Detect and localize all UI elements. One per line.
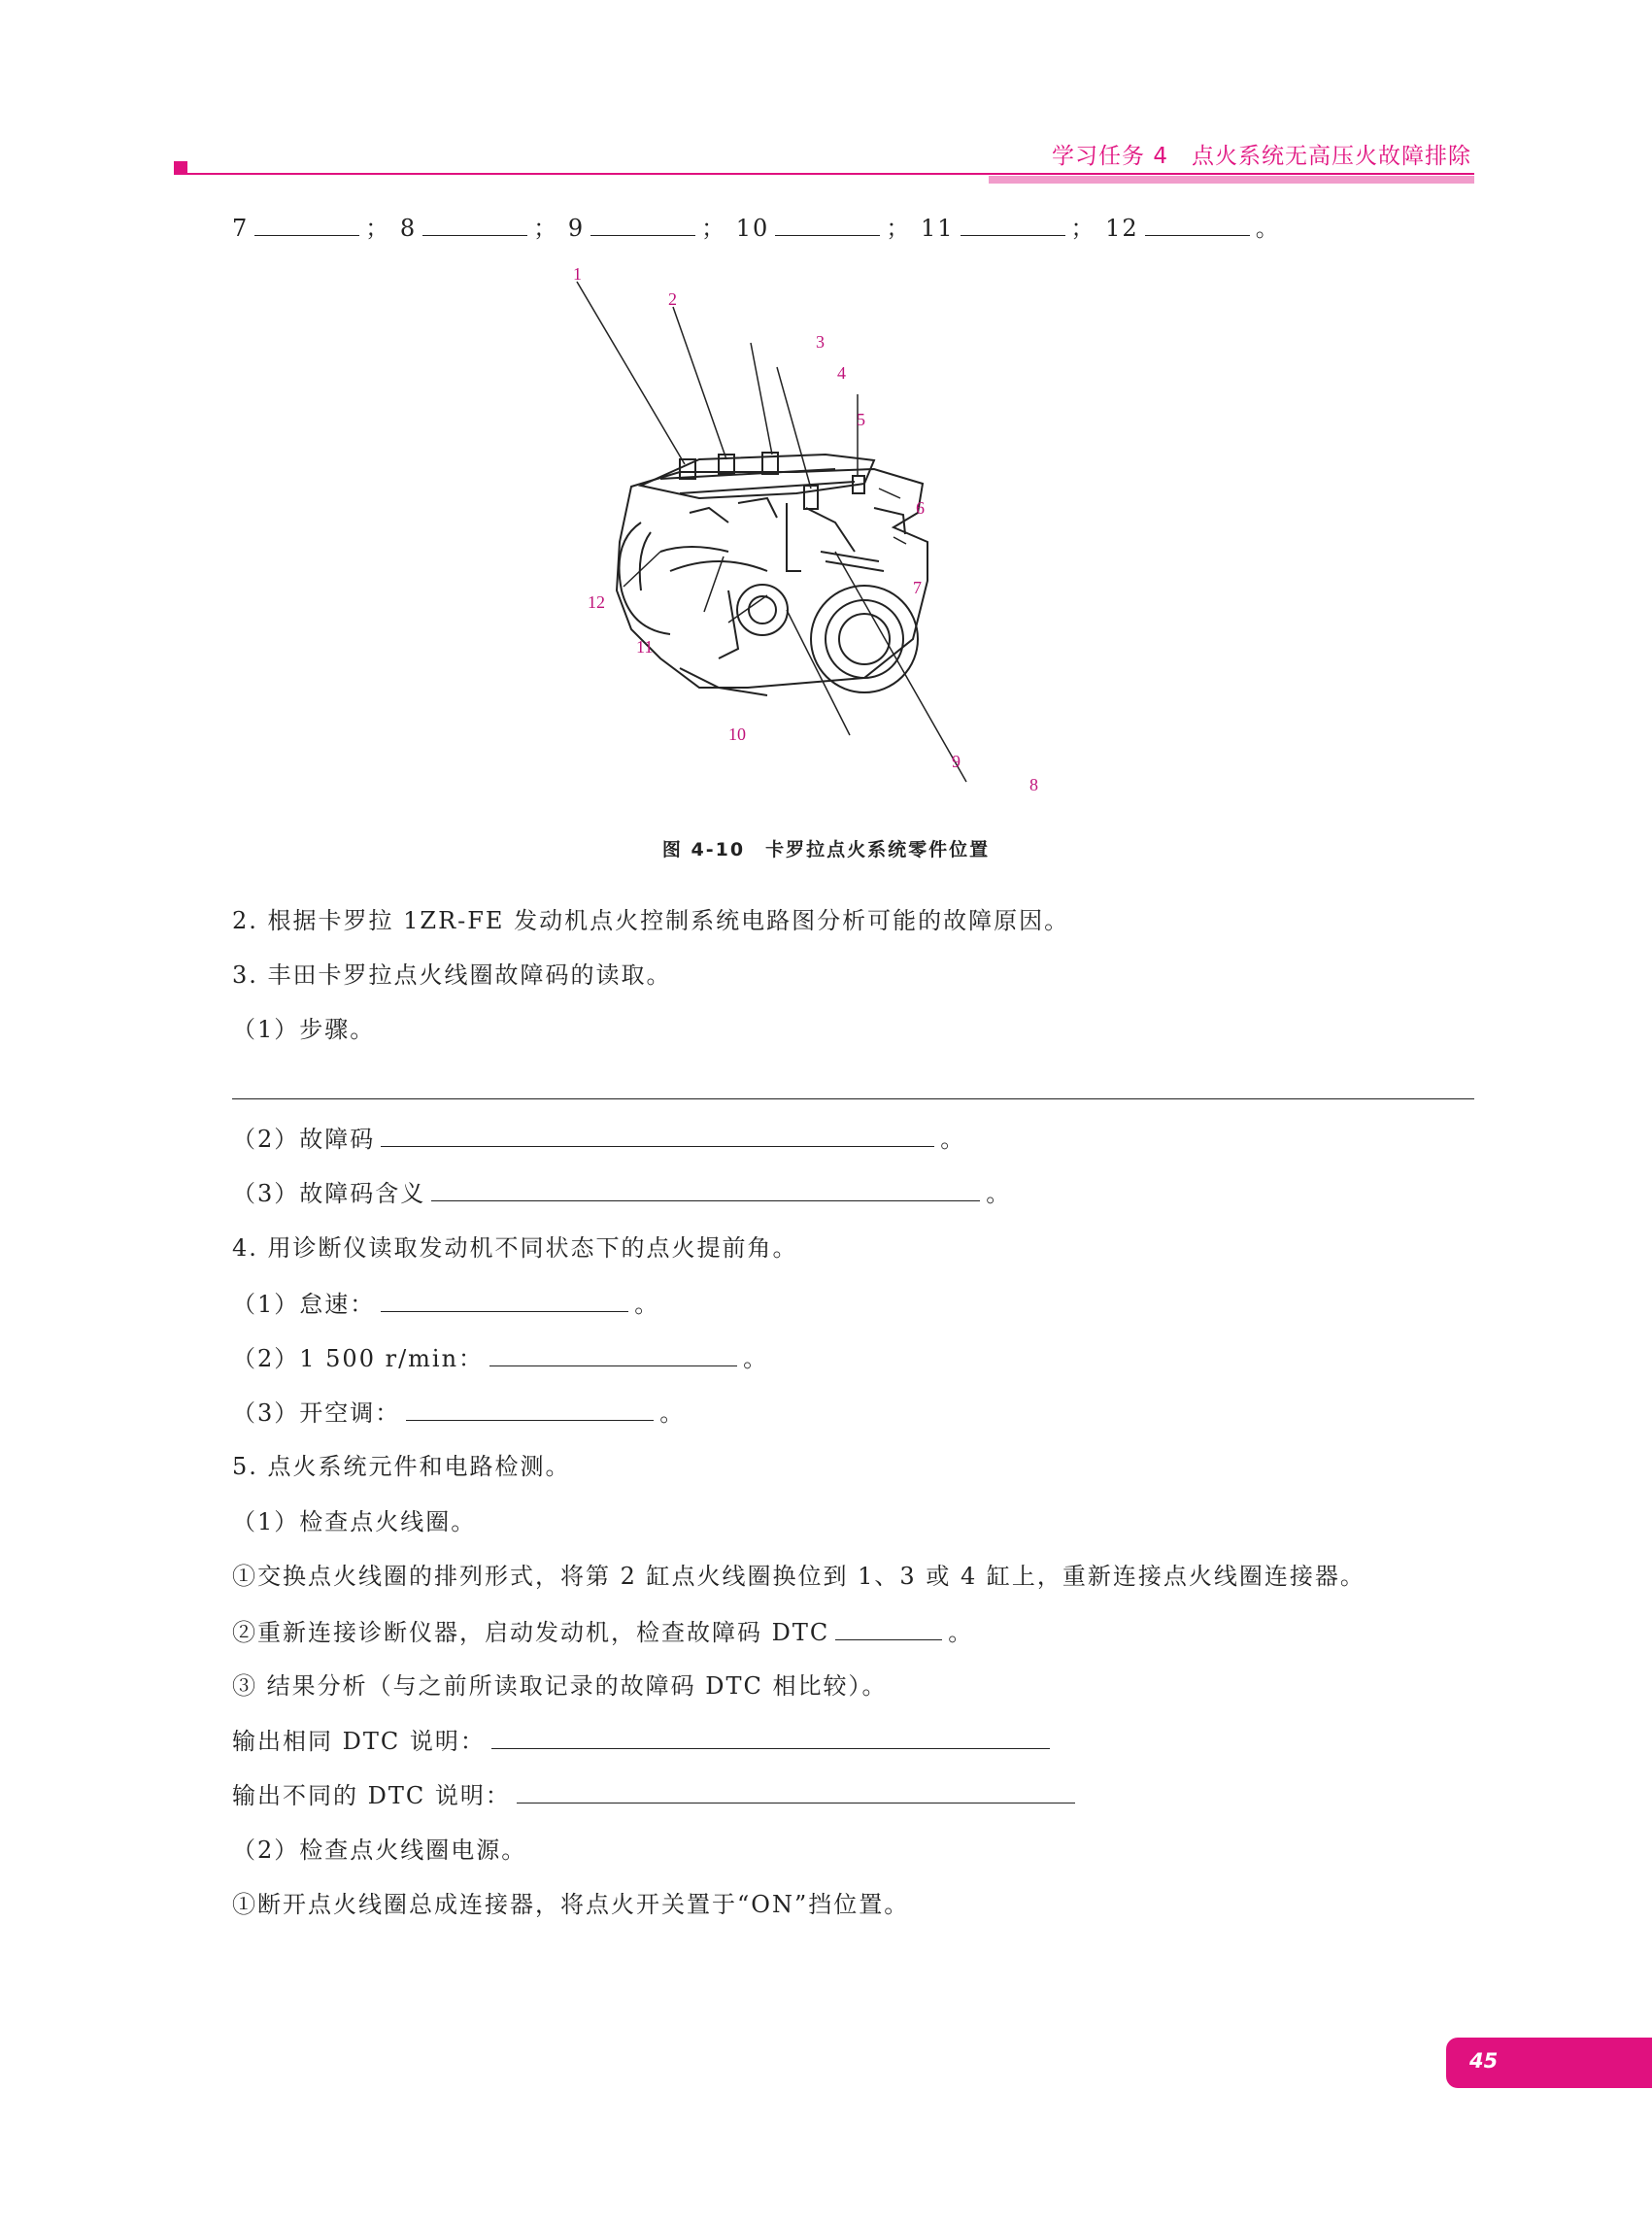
answer-line[interactable] bbox=[232, 1098, 1474, 1099]
answer-blank[interactable] bbox=[961, 212, 1065, 236]
callout-5: 5 bbox=[857, 410, 865, 429]
fault-code-label: （2）故障码 bbox=[232, 1126, 376, 1153]
fault-code-blank[interactable] bbox=[381, 1123, 934, 1147]
period: 。 bbox=[634, 1291, 660, 1318]
ac-blank[interactable] bbox=[406, 1397, 654, 1421]
page-number-tab bbox=[1446, 2038, 1652, 2088]
period: 。 bbox=[948, 1619, 974, 1646]
separator: 。 bbox=[1255, 215, 1281, 242]
callout-1: 1 bbox=[573, 264, 582, 284]
header-accent-bar bbox=[989, 176, 1474, 184]
q3-step-1: （1）步骤。 bbox=[232, 1016, 376, 1043]
q4-ac bbox=[232, 1397, 685, 1429]
period: 。 bbox=[940, 1126, 966, 1153]
separator: ； bbox=[886, 215, 912, 242]
rpm-label: （2）1 500 r/min： bbox=[232, 1345, 485, 1372]
callout-number: 11 bbox=[920, 215, 955, 242]
question-5: 5. 点火系统元件和电路检测。 bbox=[232, 1453, 571, 1480]
callout-12: 12 bbox=[588, 592, 605, 612]
answer-blank[interactable] bbox=[254, 212, 359, 236]
running-header: 学习任务 4 点火系统无高压火故障排除 bbox=[1052, 144, 1471, 169]
question-3: 3. 丰田卡罗拉点火线圈故障码的读取。 bbox=[232, 961, 672, 989]
engine-ignition-diagram bbox=[544, 260, 1088, 804]
same-dtc-label: 输出相同 DTC 说明： bbox=[232, 1728, 486, 1755]
q5-check-coil: （1）检查点火线圈。 bbox=[232, 1508, 477, 1535]
q4-idle bbox=[232, 1288, 659, 1320]
fault-meaning-blank[interactable] bbox=[431, 1177, 980, 1201]
answer-blank[interactable] bbox=[422, 212, 527, 236]
same-dtc-row bbox=[232, 1725, 1056, 1757]
callout-7: 7 bbox=[913, 578, 922, 597]
callout-3: 3 bbox=[816, 332, 825, 352]
idle-label: （1）怠速： bbox=[232, 1291, 376, 1318]
separator: ； bbox=[533, 215, 559, 242]
callout-9: 9 bbox=[952, 752, 961, 771]
q3-step-3 bbox=[232, 1177, 1011, 1209]
callout-number: 10 bbox=[735, 215, 770, 242]
figure-caption: 图 4-10 卡罗拉点火系统零件位置 bbox=[661, 839, 991, 860]
diff-dtc-row bbox=[232, 1779, 1081, 1811]
period: 。 bbox=[659, 1399, 686, 1427]
answer-blank[interactable] bbox=[1145, 212, 1250, 236]
rpm-blank[interactable] bbox=[489, 1342, 737, 1366]
callout-number: 7 bbox=[232, 215, 250, 242]
callout-answer-row bbox=[232, 212, 1281, 244]
callout-4: 4 bbox=[837, 363, 846, 383]
callout-8: 8 bbox=[1029, 775, 1038, 794]
question-4: 4. 用诊断仪读取发动机不同状态下的点火提前角。 bbox=[232, 1234, 798, 1262]
idle-blank[interactable] bbox=[381, 1288, 628, 1312]
answer-blank[interactable] bbox=[590, 212, 695, 236]
fault-meaning-label: （3）故障码含义 bbox=[232, 1180, 426, 1207]
period: 。 bbox=[986, 1180, 1012, 1207]
q5-check-power: （2）检查点火线圈电源。 bbox=[232, 1837, 527, 1864]
q5-step-4: ①断开点火线圈总成连接器，将点火开关置于“ON”挡位置。 bbox=[232, 1891, 910, 1918]
q5-step-3: ③ 结果分析（与之前所读取记录的故障码 DTC 相比较）。 bbox=[232, 1672, 888, 1700]
dtc-check-label: ②重新连接诊断仪器，启动发动机，检查故障码 DTC bbox=[232, 1619, 830, 1646]
q3-step-2 bbox=[232, 1123, 965, 1155]
dtc-blank[interactable] bbox=[835, 1616, 942, 1640]
callout-number: 12 bbox=[1105, 215, 1139, 242]
ac-label: （3）开空调： bbox=[232, 1399, 401, 1427]
callout-2: 2 bbox=[668, 289, 677, 309]
callout-6: 6 bbox=[916, 498, 925, 518]
answer-blank[interactable] bbox=[775, 212, 880, 236]
callout-number: 9 bbox=[567, 215, 586, 242]
separator: ； bbox=[365, 215, 391, 242]
callout-11: 11 bbox=[636, 637, 654, 657]
separator: ； bbox=[701, 215, 727, 242]
separator: ； bbox=[1070, 215, 1096, 242]
q5-step-1: ①交换点火线圈的排列形式，将第 2 缸点火线圈换位到 1、3 或 4 缸上，重新连接点火线圈连接器。 bbox=[232, 1563, 1365, 1590]
header-square-mark bbox=[174, 161, 187, 175]
callout-number: 8 bbox=[399, 215, 418, 242]
same-dtc-blank[interactable] bbox=[491, 1725, 1050, 1749]
header-rule bbox=[187, 173, 1474, 175]
question-2: 2. 根据卡罗拉 1ZR-FE 发动机点火控制系统电路图分析可能的故障原因。 bbox=[232, 907, 1070, 934]
page-number: 45 bbox=[1469, 2049, 1499, 2073]
diff-dtc-label: 输出不同的 DTC 说明： bbox=[232, 1782, 511, 1809]
diff-dtc-blank[interactable] bbox=[517, 1779, 1075, 1804]
callout-10: 10 bbox=[728, 725, 746, 744]
q5-step-2 bbox=[232, 1616, 973, 1648]
period: 。 bbox=[743, 1345, 769, 1372]
q4-1500rpm bbox=[232, 1342, 768, 1374]
